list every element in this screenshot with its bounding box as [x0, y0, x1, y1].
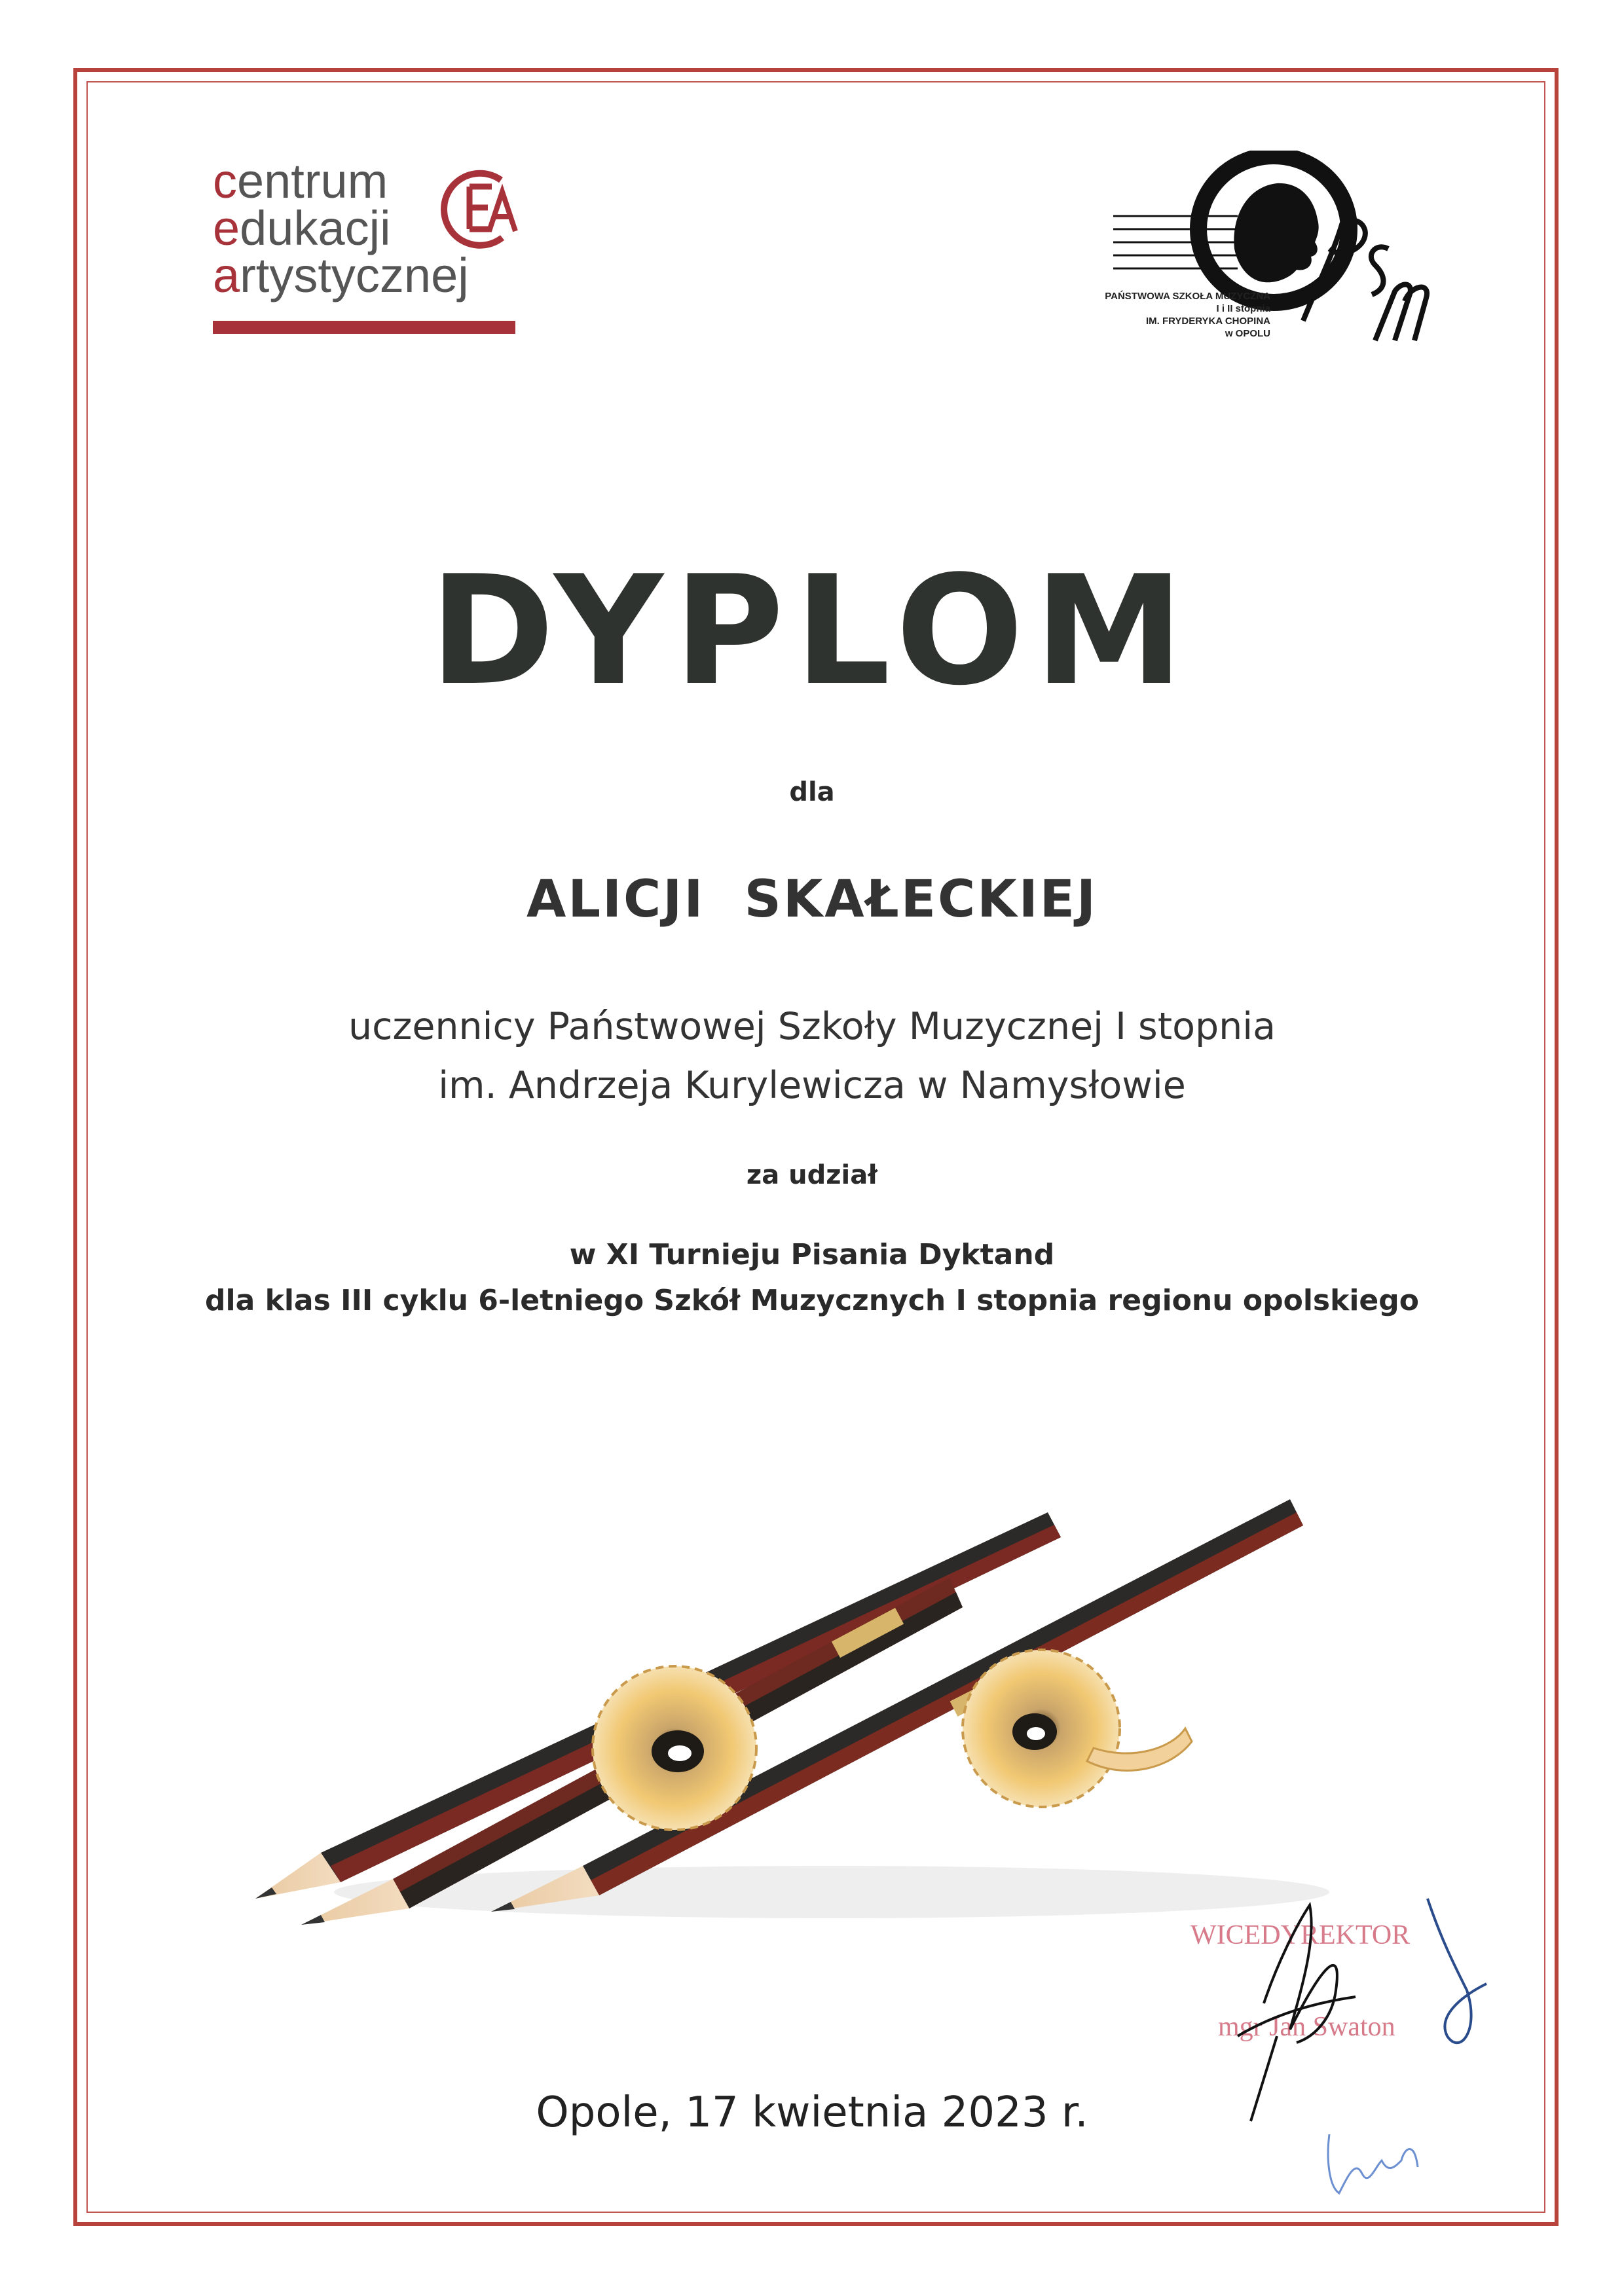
cea-logo-line3: artystycznej	[213, 248, 469, 302]
signatures	[1179, 1886, 1519, 2213]
diploma-title: DYPLOM	[429, 544, 1195, 719]
psm-logo-line3: IM. FRYDERYKA CHOPINA	[1145, 316, 1270, 327]
event-line2: dla klas III cyklu 6-letniego Szkół Muzycznych I stopnia regionu opolskiego	[204, 1284, 1419, 1317]
cea-logo-line2: edukacji	[213, 201, 391, 255]
psm-logo-line4: w OPOLU	[1225, 328, 1270, 339]
cea-logo-line1: centrum	[213, 154, 388, 208]
place-and-date: Opole, 17 kwietnia 2023 r.	[536, 2088, 1088, 2137]
official-stamp	[1179, 1886, 1519, 2213]
pencils-illustration	[242, 1473, 1408, 1931]
recipient-description-line2: im. Andrzeja Kurylewicza w Namysłowie	[438, 1064, 1186, 1107]
recipient-name: ALICJI SKAŁECKIEJ	[526, 870, 1098, 929]
cea-emblem-icon	[429, 160, 524, 255]
pencil-shaving-right	[963, 1650, 1192, 1807]
cea-logo	[213, 154, 527, 347]
stamp-name: mgr Jan Swaton	[1218, 2012, 1395, 2042]
diploma-for-label: dla	[789, 777, 835, 807]
pencil-shaving-left	[593, 1666, 756, 1830]
psm-logo-line1: PAŃSTWOWA SZKOŁA MUZYCZNA	[1105, 291, 1270, 302]
cea-logo-bar	[213, 321, 515, 334]
psm-emblem-icon	[1107, 151, 1473, 360]
participation-label: za udział	[746, 1160, 878, 1190]
stamp-title: WICEDYREKTOR	[1190, 1920, 1411, 1950]
psm-logo	[1107, 151, 1473, 360]
recipient-description-line1: uczennicy Państwowej Szkoły Muzycznej I stopnia	[348, 1005, 1276, 1048]
psm-logo-line2: I i II stopnia	[1216, 303, 1270, 314]
event-line1: w XI Turnieju Pisania Dyktand	[569, 1238, 1055, 1271]
